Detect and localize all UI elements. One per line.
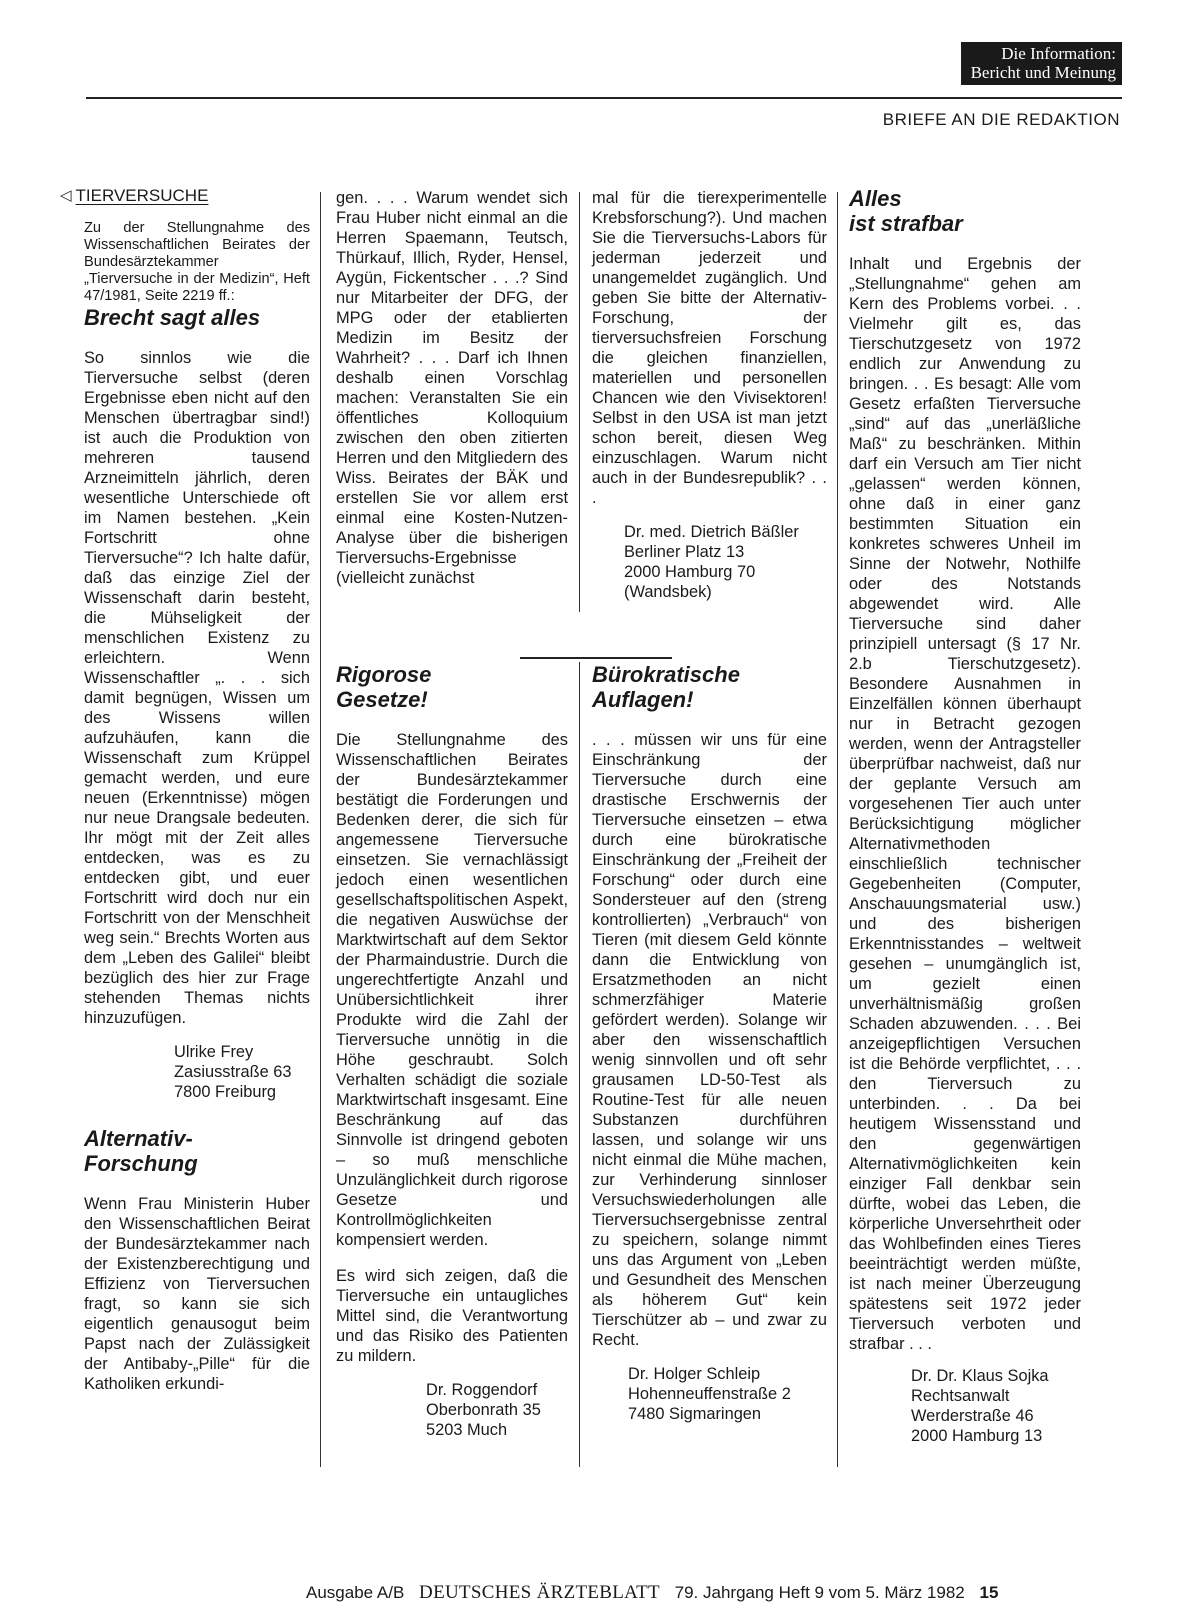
letter-2-body-part-1: Wenn Frau Ministerin Huber den Wissenschaftlichen Beirat der Bundesärztekammer nach der Existenzberechtigung und Effizienz von Tierversuchen fragt, so kann sie sich eigentlich genausogut beim Papst nach der Zulässigkeit der Antibaby-„Pille“ für die Katholiken erkundi- <box>84 1195 310 1393</box>
masthead-line-2: Bericht und Meinung <box>970 63 1116 82</box>
masthead-line-1: Die Information: <box>1001 44 1116 63</box>
topic-heading <box>60 186 310 206</box>
signature-line: 7800 Freiburg <box>174 1083 277 1101</box>
footer-journal: DEUTSCHES ÄRZTEBLATT <box>419 1582 660 1603</box>
letter-1-heading: Brecht sagt alles <box>84 305 261 330</box>
letter-2-signature <box>592 522 827 602</box>
signature-line: Dr. Dr. Klaus Sojka <box>911 1367 1049 1385</box>
letter-5-body: Inhalt und Ergebnis der „Stellungnahme“ gehen am Kern des Problems vorbei. . . Vielmehr gilt es, das Tierschutzgesetz von 1972 endlich zur Anwendung zu bringen. . . Es besagt: Alle vom Gesetz erfaßten Tierversuche „sind“ auf das „unerläßliche Maß“ zu beschränken. Mithin darf ein Versuch am Tier nicht „gelassen“ werden können, ohne daß in einer ganz bestimmten Situation ein konkretes schweres Unheil im Sinne der Notwehr, Nothilfe oder des Notstands abgewendet wird. Alle Tierversuche sind daher prinzipiell untersagt (§ 17 Nr. 2.b Tierschutzgesetz). Besondere Ausnahmen in Einzelfällen können überhaupt nur in Betracht gezogen werden, wenn der Antragsteller überprüfbar nachweist, daß nur der geplante Versuch am vorgesehenen Tier auch unter Berücksichtigung möglicher Alternativmethoden einschließlich technischer Gegebenheiten (Computer, Anschauungsmaterial usw.) und des bisherigen Erkenntnisstandes – weltweit gesehen – unumgänglich ist, um gezielt einen unverhältnismäßig großen Schaden abzuwenden. . . . Bei anzeigepflichtigen Versuchen ist die Behörde verpflichtet, . . . den Tierversuch zu unterbinden. . . Da bei heutigem Wissensstand und den gegenwärtigen Alternativmöglichkeiten kein einziger Fall denkbar sein dürfte, wobei das Leben, die körperliche Unversehrtheit oder das Wohlbefinden eines Tieres beeinträchtigt werden müßte, ist nach meiner Überzeugung spätestens seit 1972 jeder Tierversuch verboten und strafbar . . . <box>849 255 1081 1353</box>
signature-line: Berliner Platz 13 <box>624 543 745 561</box>
signature-line: Dr. med. Dietrich Bäßler <box>624 523 799 541</box>
triangle-left-icon: ◁ <box>60 187 72 204</box>
signature-line: (Wandsbek) <box>624 583 712 601</box>
heading-line: Forschung <box>84 1151 198 1176</box>
letter-3-signature <box>336 1380 568 1440</box>
column-divider <box>579 192 580 612</box>
column-divider <box>579 662 580 1467</box>
heading-line: Alles <box>849 186 902 211</box>
column-3-top <box>592 188 827 626</box>
signature-line: Oberbonrath 35 <box>426 1401 541 1419</box>
section-label: BRIEFE AN DIE REDAKTION <box>882 110 1120 129</box>
signature-line: 7480 Sigmaringen <box>628 1405 762 1423</box>
signature-line: Ulrike Frey <box>174 1043 254 1061</box>
column-2-bottom <box>336 662 568 1464</box>
page-footer <box>306 1582 998 1604</box>
column-divider <box>837 192 838 1467</box>
signature-line: Hohenneuffenstraße 2 <box>628 1385 791 1403</box>
heading-line: Rigorose <box>336 662 432 687</box>
column-divider <box>320 192 321 1467</box>
heading-line: Gesetze! <box>336 687 428 712</box>
column-2-top <box>336 188 568 588</box>
letter-2-body-part-2: gen. . . . Warum wendet sich Frau Huber nicht einmal an die Herren Spaemann, Teutsch, Thürkauf, Illich, Ryder, Hensel, Aygün, Fickentscher . . .? Sind nur Mitarbeiter der DFG, der MPG oder der etablierten Medizin im Besitz der Wahrheit? . . . Darf ich Ihnen deshalb einen Vorschlag machen: Veranstalten Sie ein öffentliches Kolloquium zwischen den oben zitierten Herren und den Mitgliedern des Wiss. Beirates der BÄK und erstellen Sie vor allem erst einmal eine Kosten-Nutzen-Analyse über die bisherigen Tierversuchs-Ergebnisse (vielleicht zunächst <box>336 189 568 587</box>
letter-3-body-2: Es wird sich zeigen, daß die Tierversuche ein untaugliches Mittel sind, die Verantwortung und das Risiko des Patienten zu mildern. <box>336 1267 568 1365</box>
signature-line: 2000 Hamburg 70 <box>624 563 756 581</box>
signature-line: Rechtsanwalt <box>911 1387 1010 1405</box>
signature-line: Dr. Holger Schleip <box>628 1365 761 1383</box>
column-1-content <box>60 220 310 1394</box>
letter-3-heading <box>336 662 568 712</box>
heading-line: ist strafbar <box>849 211 963 236</box>
letter-2-body-part-3: mal für die tierexperimentelle Krebsforschung?). Und machen Sie die Tierversuchs-Labors für jederman jederzeit und unangemeldet zugänglich. Und geben Sie bitte der Alternativ-Forschung, der tierversuchsfreien Forschung die gleichen finanziellen, materiellen und personellen Chancen wie den Vivisektoren! Selbst in den USA ist man jetzt schon bereit, diesen Weg einzuschlagen. Warum nicht auch in der Bundesrepublik? . . . <box>592 189 827 507</box>
letter-4-body: . . . müssen wir uns für eine Einschränkung der Tierversuche durch eine drastische Erschwernis der Tierversuche einsetzen – etwa durch eine bürokratische Einschränkung der „Freiheit der Forschung“ oder durch eine Sondersteuer auf den (streng kontrollierten) „Verbrauch“ von Tieren (mit diesem Geld könnte dann die Entwicklung von Ersatzmethoden an nicht schmerzfähiger Materie gefördert werden). Solange wir aber den wissenschaftlich wenig sinnvollen und oft sehr grausamen LD-50-Test als Routine-Test für alle neuen Substanzen durchführen lassen, und solange wir uns nicht einmal die Mühe machen, zur Verhinderung sinnloser Versuchswiederholungen alle Tierversuchsergebnisse zentral zu speichern, solange nimmt uns das Argument von „Leben und Gesundheit des Menschen als höherem Gut“ kein Tierschützer ab – und zwar zu Recht. <box>592 731 827 1349</box>
column-3-bottom <box>592 662 827 1448</box>
page-number: 15 <box>979 1583 999 1602</box>
footer-edition: Ausgabe A/B <box>306 1583 405 1602</box>
signature-line: 5203 Much <box>426 1421 508 1439</box>
footer-issue: 79. Jahrgang Heft 9 vom 5. März 1982 <box>674 1583 965 1602</box>
topic-title: TIERVERSUCHE <box>75 186 209 205</box>
signature-line: 2000 Hamburg 13 <box>911 1427 1043 1445</box>
masthead <box>961 42 1122 85</box>
letter-4-heading <box>592 662 827 712</box>
heading-line: Bürokratische <box>592 662 740 687</box>
column-1 <box>60 186 310 1394</box>
heading-line: Auflagen! <box>592 687 694 712</box>
column-4 <box>849 186 1081 1470</box>
intro-text: Zu der Stellungnahme des Wissenschaftlichen Beirates der Bundesärztekammer „Tierversuche in der Medizin“, Heft 47/1981, Seite 2219 ff.: <box>84 220 310 304</box>
letter-4-signature <box>592 1364 827 1424</box>
signature-line: Dr. Roggendorf <box>426 1381 538 1399</box>
letter-5-signature <box>849 1366 1081 1446</box>
section-rule <box>520 657 672 659</box>
signature-line: Zasiusstraße 63 <box>174 1063 292 1081</box>
heading-line: Alternativ- <box>84 1126 193 1151</box>
signature-line: Werderstraße 46 <box>911 1407 1034 1425</box>
letter-3-body-1: Die Stellungnahme des Wissenschaftlichen Beirates der Bundesärztekammer bestätigt die Forderungen und Bedenken derer, die sich für angemessene Tierversuche einsetzen. Sie vernachlässigt jedoch einen wesentlichen gesellschaftspolitischen Aspekt, die negativen Auswüchse der Marktwirtschaft auf dem Sektor der Pharmaindustrie. Durch die ungerechtfertigte Anzahl und Unübersichtlichkeit ihrer Produkte wird die Zahl der Tierversuche unnötig in die Höhe geschraubt. Solch Verhalten schädigt die soziale Marktwirtschaft insgesamt. Eine Beschränkung auf das Sinnvolle ist dringend geboten – so muß menschliche Unzulänglichkeit durch rigorose Gesetze und Kontrollmöglichkeiten kompensiert werden. <box>336 731 568 1249</box>
letter-1-signature <box>84 1042 310 1102</box>
top-rule <box>86 97 1122 99</box>
letter-2-heading <box>84 1126 310 1176</box>
letter-5-heading <box>849 186 1081 236</box>
letter-1-body: So sinnlos wie die Tierversuche selbst (deren Ergebnisse eben nicht auf den Menschen übertragbar sind!) ist auch die Produktion von mehreren tausend Arzneimitteln jährlich, deren wesentliche Unterschiede oft im Namen bestehen. „Kein Fortschritt ohne Tierversuche“? Ich halte dafür, daß das einzige Ziel der Wissenschaft darin besteht, die Mühseligkeit der menschlichen Existenz zu erleichtern. Wenn Wissenschaftler „. . . sich damit begnügen, Wissen um des Wissens willen aufzuhäufen, kann die Wissenschaft zum Krüppel gemacht werden, und eure neuen (Erkenntnisse) mögen nur neue Drangsale bedeuten. Ihr mögt mit der Zeit alles entdecken, was es zu entdecken gibt, und euer Fortschritt wird doch nur ein Fortschritt von der Menschheit weg sein.“ Brechts Worten aus dem „Leben des Galilei“ bleibt bezüglich des hier zur Frage stehenden Themas nichts hinzuzufügen. <box>84 349 310 1027</box>
